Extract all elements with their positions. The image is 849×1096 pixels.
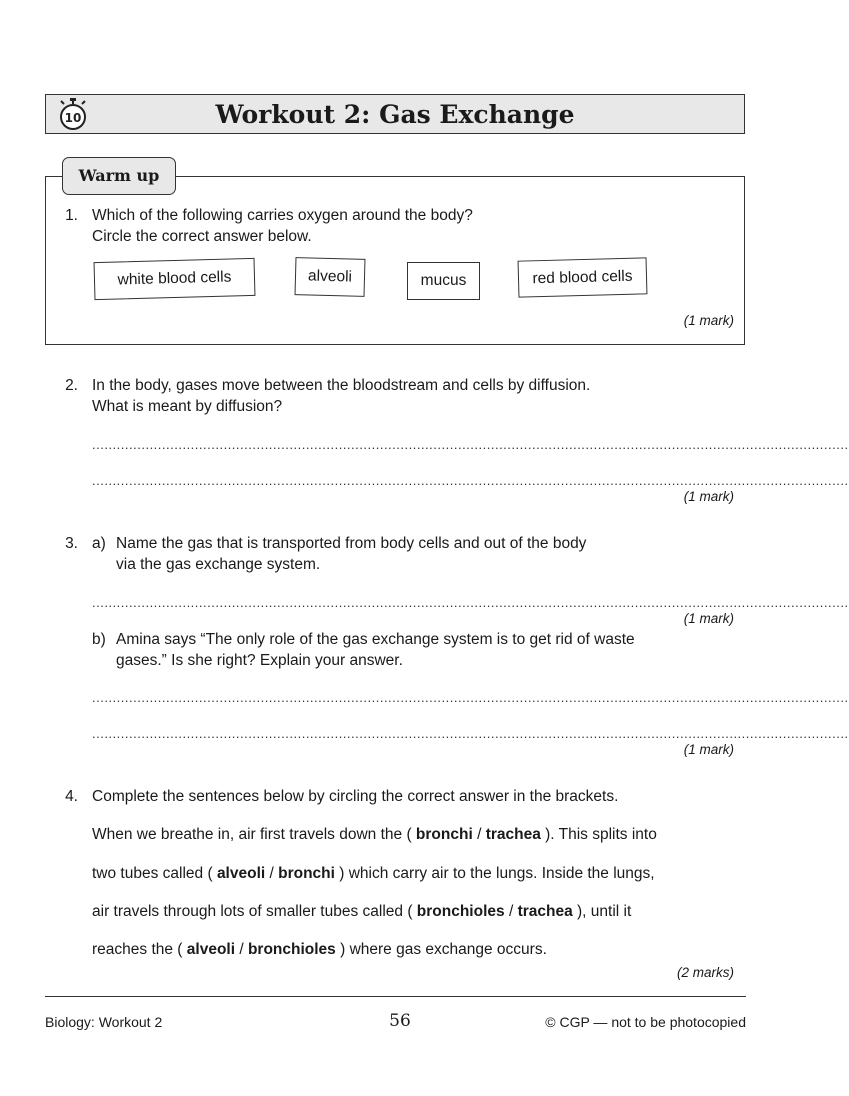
- q3b-line1: Amina says “The only role of the gas exchange system is to get rid of waste: [116, 631, 635, 648]
- q4-s3-text-a: air travels through lots of smaller tubes called (: [92, 903, 417, 920]
- q3b-answer-line-1[interactable]: ........................................................................................................................................................................................: [92, 690, 849, 705]
- q3a-mark: (1 mark): [683, 611, 734, 626]
- q4-s1-text-a: When we breathe in, air first travels down the (: [92, 826, 416, 843]
- q3a-label: a): [92, 535, 106, 552]
- q4-s4-option-bronchioles[interactable]: bronchioles: [247, 941, 336, 958]
- q1-mark: (1 mark): [683, 313, 734, 328]
- footer-divider: [45, 996, 746, 997]
- q2-answer-line-2[interactable]: ........................................................................................................................................................................................: [92, 473, 849, 488]
- q2-number: 2.: [65, 377, 78, 394]
- footer-right: © CGP — not to be photocopied: [545, 1014, 746, 1030]
- q4-s2-sep: /: [265, 865, 279, 882]
- q4-s3-option-bronchioles[interactable]: bronchioles: [416, 903, 505, 920]
- title-bar: [45, 94, 745, 134]
- page-title: Workout 2: Gas Exchange: [215, 100, 575, 129]
- q4-s3-text-b: ), until it: [572, 903, 632, 920]
- q2-line1: In the body, gases move between the bloodstream and cells by diffusion.: [92, 377, 591, 394]
- q2-line2: What is meant by diffusion?: [92, 398, 283, 415]
- q2-answer-line-1[interactable]: ........................................................................................................................................................................................: [92, 437, 849, 452]
- q4-intro: Complete the sentences below by circling the correct answer in the brackets.: [92, 788, 619, 805]
- q4-s4-sep: /: [235, 941, 248, 958]
- q4-s1-option-bronchi[interactable]: bronchi: [415, 826, 473, 843]
- q4-s4-text-b: ) where gas exchange occurs.: [335, 941, 547, 958]
- option-white-blood-cells[interactable]: white blood cells: [94, 258, 256, 300]
- q4-s3-sep: /: [504, 903, 518, 920]
- q4-s4-text-a: reaches the (: [92, 941, 187, 958]
- q4-sentence-3: [92, 903, 631, 921]
- q4-sentence-4: [92, 941, 547, 959]
- q3b-line2: gases.” Is she right? Explain your answer.: [116, 652, 403, 669]
- footer-left: Biology: Workout 2: [45, 1014, 163, 1030]
- q3b-label: b): [92, 631, 106, 648]
- q4-s4-option-alveoli[interactable]: alveoli: [186, 941, 236, 958]
- q3b-answer-line-2[interactable]: ........................................................................................................................................................................................: [92, 726, 849, 741]
- q3a-line2: via the gas exchange system.: [116, 556, 321, 573]
- q4-mark: (2 marks): [677, 965, 734, 980]
- q4-sentence-2: [92, 865, 655, 883]
- option-red-blood-cells[interactable]: red blood cells: [518, 257, 648, 297]
- q4-number: 4.: [65, 788, 78, 805]
- q3b-mark: (1 mark): [683, 742, 734, 757]
- q4-sentence-1: [92, 826, 657, 844]
- option-mucus[interactable]: mucus: [407, 262, 480, 300]
- q4-s2-option-alveoli[interactable]: alveoli: [216, 865, 266, 882]
- q1-line1: Which of the following carries oxygen around the body?: [92, 207, 473, 224]
- q3-number: 3.: [65, 535, 78, 552]
- q4-s2-text-b: ) which carry air to the lungs. Inside the lungs,: [334, 865, 655, 882]
- q1-line2: Circle the correct answer below.: [92, 228, 312, 245]
- q4-s1-option-trachea[interactable]: trachea: [485, 826, 541, 843]
- timer-label: 10: [64, 111, 82, 125]
- page-number: 56: [389, 1011, 411, 1031]
- q2-mark: (1 mark): [683, 489, 734, 504]
- warm-up-tab: Warm up: [62, 157, 176, 195]
- q4-s2-text-a: two tubes called (: [92, 865, 217, 882]
- q1-number: 1.: [65, 207, 78, 224]
- option-alveoli[interactable]: alveoli: [295, 257, 366, 297]
- q4-s1-text-b: ). This splits into: [540, 826, 657, 843]
- q4-s3-option-trachea[interactable]: trachea: [517, 903, 573, 920]
- q4-s2-option-bronchi[interactable]: bronchi: [278, 865, 335, 882]
- q4-s1-sep: /: [472, 826, 486, 843]
- q3a-answer-line[interactable]: ........................................................................................................................................................................................: [92, 595, 849, 610]
- q3a-line1: Name the gas that is transported from body cells and out of the body: [116, 535, 587, 552]
